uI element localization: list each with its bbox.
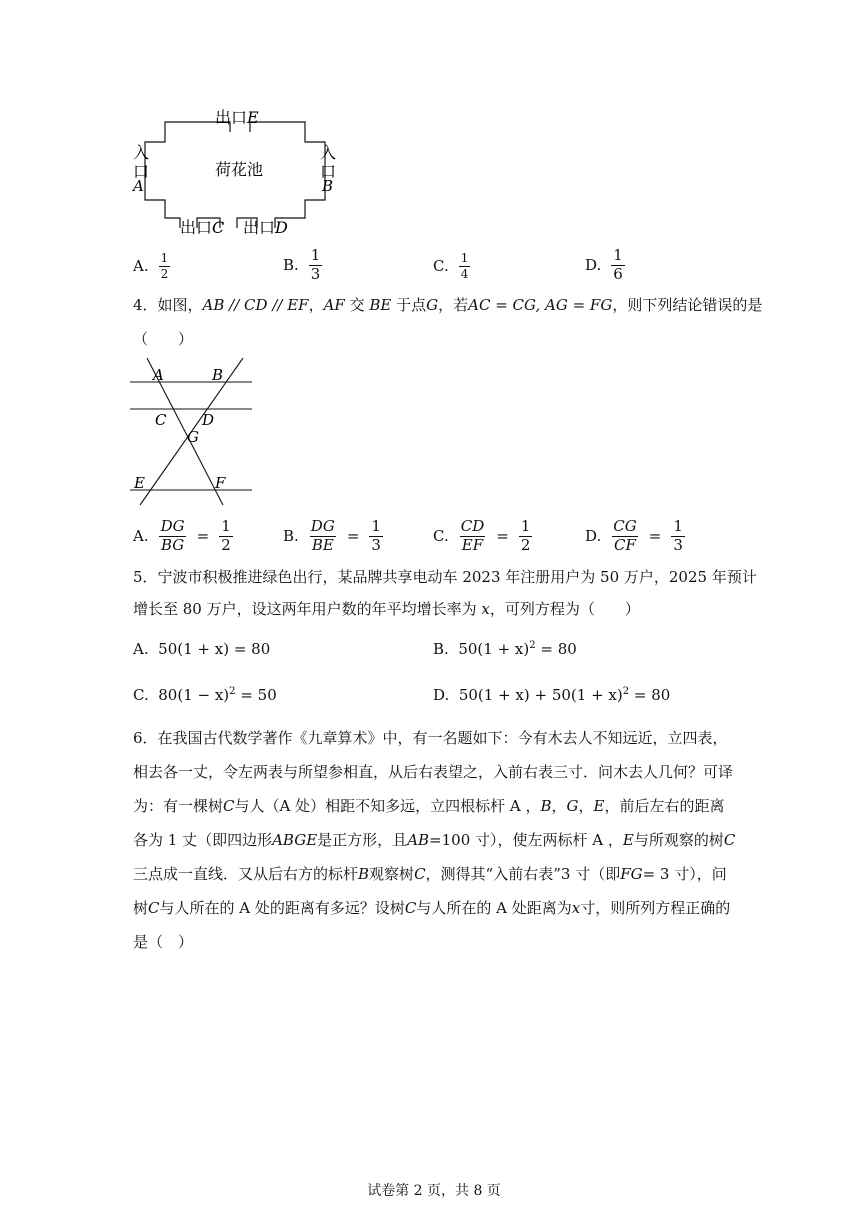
label-g: G [187, 428, 199, 446]
q5-option-c[interactable]: C. $80(1 - x)^2 = 50$ [133, 686, 277, 704]
label-f: F [215, 474, 226, 492]
q5-stem-line1: 5．宁波市积极推进绿色出行，某品牌共享电动车 2023 年注册用户为 50 万户，2025 年预计 [133, 568, 757, 586]
q4-stem: 4．如图，AB // CD // EF，AF 交 BE 于点G，若AC = CG, AG = FG，则下列结论错误的是 [133, 296, 763, 314]
q3-option-a[interactable]: A. $\frac{1}{2}$ [133, 251, 169, 281]
q5-option-a[interactable]: A. 50(1 + x) = 80 [133, 640, 271, 658]
q5-stem-line2: 增长至 80 万户，设这两年用户数的年平均增长率为 x，可列方程为（ ） [133, 600, 640, 618]
q6-line4: 各为 1 丈（即四边形ABGE是正方形，且AB=100 寸），使左两标杆 A ，E与所观察的树C [133, 831, 736, 849]
page-footer: 试卷第 2 页，共 8 页 [367, 1183, 501, 1199]
exit-d-label: 出口D [243, 218, 288, 237]
q3-option-b[interactable]: B. $\frac{1}{3}$ [283, 246, 321, 283]
q6-line7: 是（ ） [133, 933, 194, 951]
q4-option-d[interactable]: D. $\frac{CG}{CF}$ = $\frac{1}{3}$ [585, 517, 683, 554]
exit-c-label: 出口C [180, 218, 225, 237]
label-b: B [212, 366, 224, 384]
lotus-pond-figure [125, 100, 350, 245]
q6-line5: 三点成一直线．又从后右方的标杆B观察树C，测得其“入前右表”3 寸（即FG= 3 寸），问 [133, 865, 727, 883]
entrance-a-letter: A [133, 177, 144, 195]
q5-option-b[interactable]: B. $50(1 + x)^2 = 80$ [433, 640, 577, 658]
q4-bracket: （ ） [133, 330, 194, 348]
exit-e-label: 出口E [215, 108, 259, 127]
pond-label: 荷花池 [215, 160, 264, 179]
entrance-a-label-2: 口 [133, 162, 150, 181]
q3-option-d[interactable]: D. $\frac{1}{6}$ [585, 246, 623, 283]
q3-option-c[interactable]: C. $\frac{1}{4}$ [433, 251, 469, 281]
parallel-lines-figure [125, 355, 260, 515]
label-d: D [202, 411, 215, 429]
q4-option-b[interactable]: B. $\frac{DG}{BE}$ = $\frac{1}{3}$ [283, 517, 381, 554]
q5-option-d[interactable]: D. $50(1 + x) + 50(1 + x)^2 = 80$ [433, 686, 671, 704]
entrance-b-label-1: 入 [320, 143, 337, 162]
label-a: A [153, 366, 164, 384]
q6-line6: 树C与人所在的 A 处的距离有多远？设树C与人所在的 A 处距离为x寸，则所列方程正确的 [133, 899, 731, 917]
entrance-b-label-2: 口 [320, 162, 337, 181]
q6-line1: 6．在我国古代数学著作《九章算术》中，有一名题如下：今有木去人不知远近，立四表， [133, 729, 728, 747]
entrance-a-label-1: 入 [133, 143, 150, 162]
label-e: E [134, 474, 145, 492]
label-c: C [155, 411, 167, 429]
entrance-b-letter: B [322, 177, 334, 195]
q6-line3: 为：有一棵树C与人（A 处）相距不知多远，立四根标杆 A ，B，G，E，前后左右的距离 [133, 797, 725, 815]
q6-line2: 相去各一丈，令左两表与所望参相直，从后右表望之，入前右表三寸．问木去人几何？可译 [133, 763, 734, 781]
q4-option-c[interactable]: C. $\frac{CD}{EF}$ = $\frac{1}{2}$ [433, 517, 531, 554]
q4-option-a[interactable]: A. $\frac{DG}{BG}$ = $\frac{1}{2}$ [133, 517, 231, 554]
